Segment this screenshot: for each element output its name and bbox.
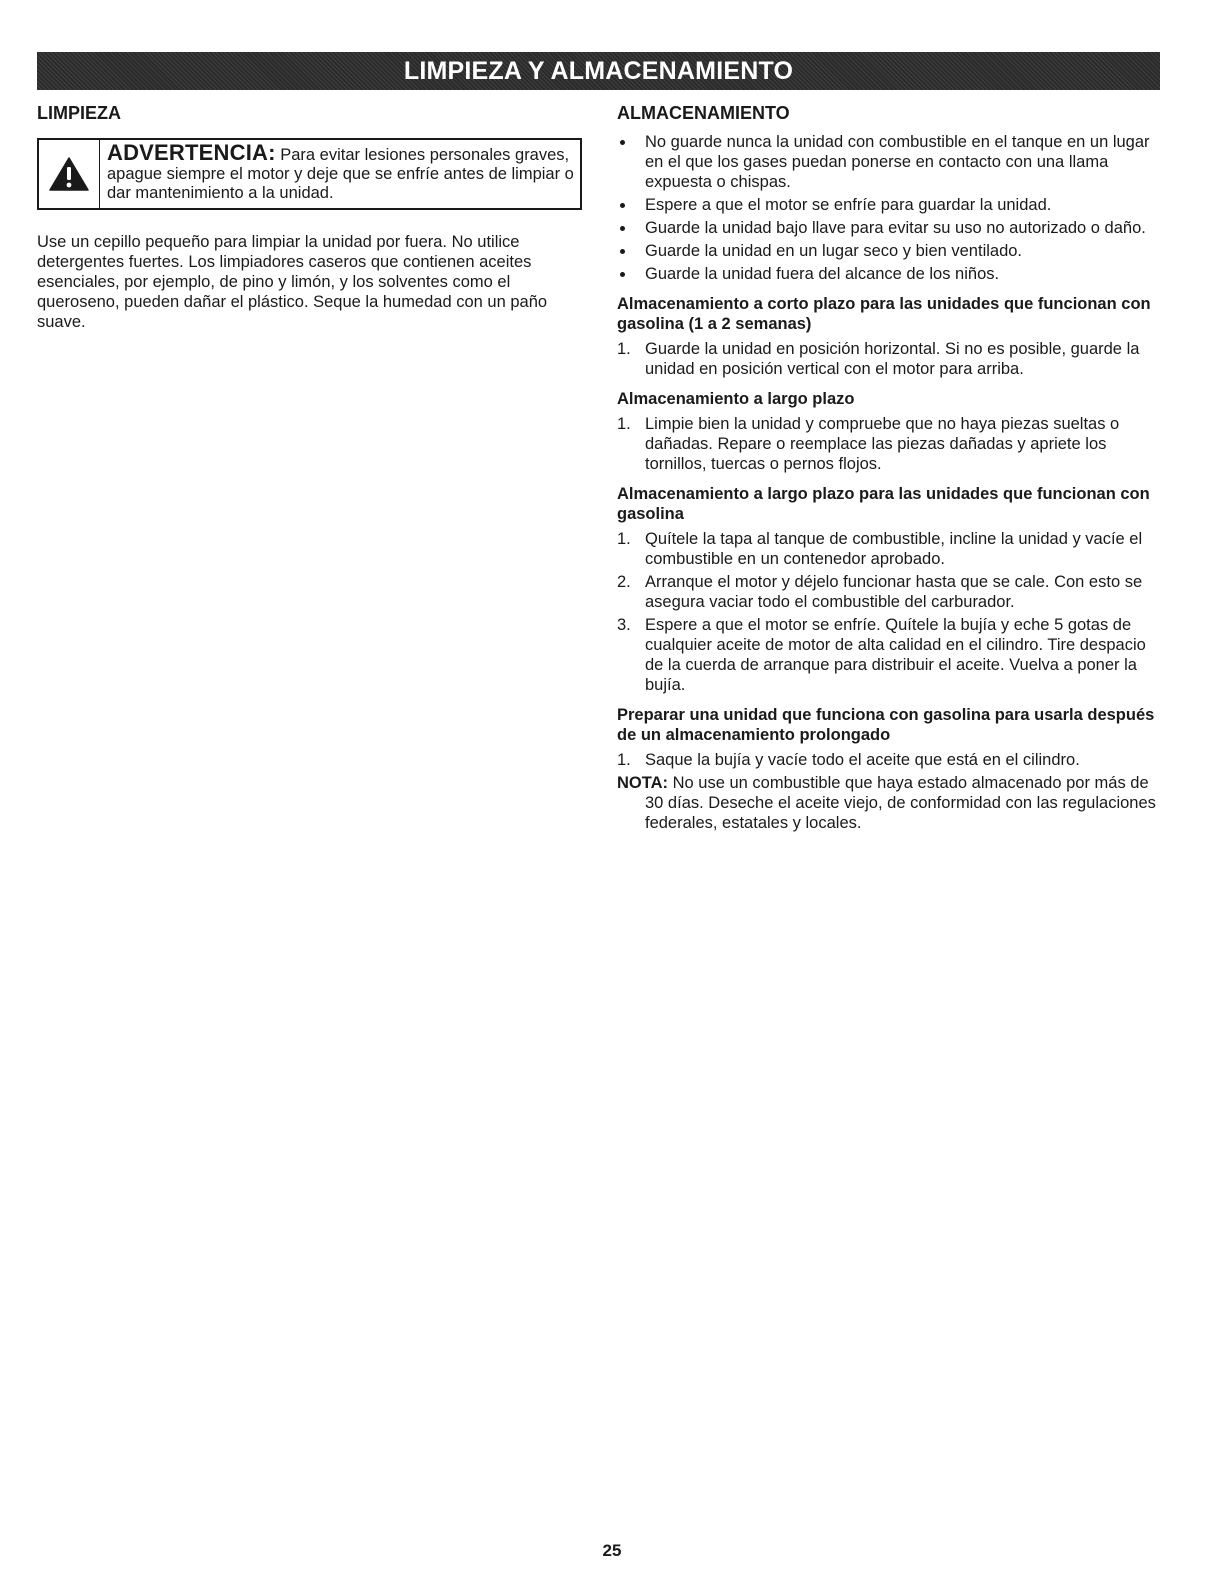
long-term-gas-steps bbox=[617, 529, 1162, 695]
short-term-steps bbox=[617, 339, 1162, 379]
long-term-heading: Almacenamiento a largo plazo bbox=[617, 389, 855, 408]
list-item: 2. Arranque el motor y déjelo funcionar hasta que se cale. Con esto se asegura vaciar todo el combustible del carburador. bbox=[617, 572, 1143, 611]
list-item: Guarde la unidad fuera del alcance de los niños. bbox=[617, 264, 1162, 284]
warning-label: ADVERTENCIA: bbox=[107, 139, 276, 165]
page-number: 25 bbox=[602, 1541, 622, 1560]
storage-bullet-list bbox=[617, 132, 1162, 284]
list-item: 1. Limpie bien la unidad y compruebe que no haya piezas sueltas o dañadas. Repare o reemplace las piezas dañadas y apriete los tornillos, tuercas o pernos flojos. bbox=[617, 414, 1120, 473]
bullet-icon bbox=[620, 272, 625, 277]
note-label: NOTA: bbox=[617, 773, 669, 792]
note-text: No use un combustible que haya estado almacenado por más de 30 días. Deseche el aceite viejo, de conformidad con las regulaciones federales, estatales y locales. bbox=[645, 773, 1156, 832]
list-item: No guarde nunca la unidad con combustible en el tanque en un lugar en el que los gases puedan ponerse en contacto con una llama expuesta o chispas. bbox=[617, 132, 1162, 192]
warning-triangle-icon bbox=[49, 157, 89, 191]
bullet-icon bbox=[620, 226, 625, 231]
warning-icon-cell bbox=[39, 140, 100, 208]
warning-text bbox=[100, 140, 580, 208]
long-term-steps bbox=[617, 414, 1162, 474]
cleaning-title: LIMPIEZA bbox=[37, 103, 121, 123]
storage-column bbox=[617, 104, 1162, 833]
section-banner bbox=[37, 52, 1160, 90]
storage-title: ALMACENAMIENTO bbox=[617, 103, 790, 123]
list-item: 1. Quítele la tapa al tanque de combustible, incline la unidad y vacíe el combustible en un contenedor aprobado. bbox=[617, 529, 1143, 568]
prepare-note bbox=[617, 773, 1162, 833]
bullet-icon bbox=[620, 203, 625, 208]
list-item: 1. Saque la bujía y vacíe todo el aceite que está en el cilindro. bbox=[617, 750, 1080, 769]
banner-title: LIMPIEZA Y ALMACENAMIENTO bbox=[403, 56, 794, 85]
list-item: Espere a que el motor se enfríe para guardar la unidad. bbox=[617, 195, 1162, 215]
bullet-icon bbox=[620, 140, 625, 145]
long-term-gas-heading: Almacenamiento a largo plazo para las unidades que funcionan con gasolina bbox=[617, 484, 1150, 523]
prepare-heading: Preparar una unidad que funciona con gasolina para usarla después de un almacenamiento prolongado bbox=[617, 705, 1155, 744]
cleaning-body: Use un cepillo pequeño para limpiar la unidad por fuera. No utilice detergentes fuertes. Los limpiadores caseros que contienen aceites esenciales, por ejemplo, de pino y limón, y los solventes como el queroseno, pueden dañar el plástico. Seque la humedad con un paño suave. bbox=[37, 232, 548, 331]
list-item: 3. Espere a que el motor se enfríe. Quítele la bujía y eche 5 gotas de cualquier aceite de motor de alta calidad en el cilindro. Tire despacio de la cuerda de arranque para distribuir el aceite. Vuelva a poner la bujía. bbox=[617, 615, 1146, 694]
warning-message: Para evitar lesiones personales graves, apague siempre el motor y deje que se enfríe antes de limpiar o dar mantenimiento a la unidad. bbox=[107, 145, 574, 202]
short-term-heading: Almacenamiento a corto plazo para las unidades que funcionan con gasolina (1 a 2 semanas) bbox=[617, 294, 1151, 333]
cleaning-column bbox=[37, 104, 582, 332]
prepare-steps bbox=[617, 750, 1162, 770]
list-item: Guarde la unidad bajo llave para evitar su uso no autorizado o daño. bbox=[617, 218, 1162, 238]
bullet-icon bbox=[620, 249, 625, 254]
list-item: Guarde la unidad en un lugar seco y bien ventilado. bbox=[617, 241, 1162, 261]
warning-box bbox=[37, 138, 582, 210]
list-item: 1. Guarde la unidad en posición horizontal. Si no es posible, guarde la unidad en posición vertical con el motor para arriba. bbox=[617, 339, 1140, 378]
